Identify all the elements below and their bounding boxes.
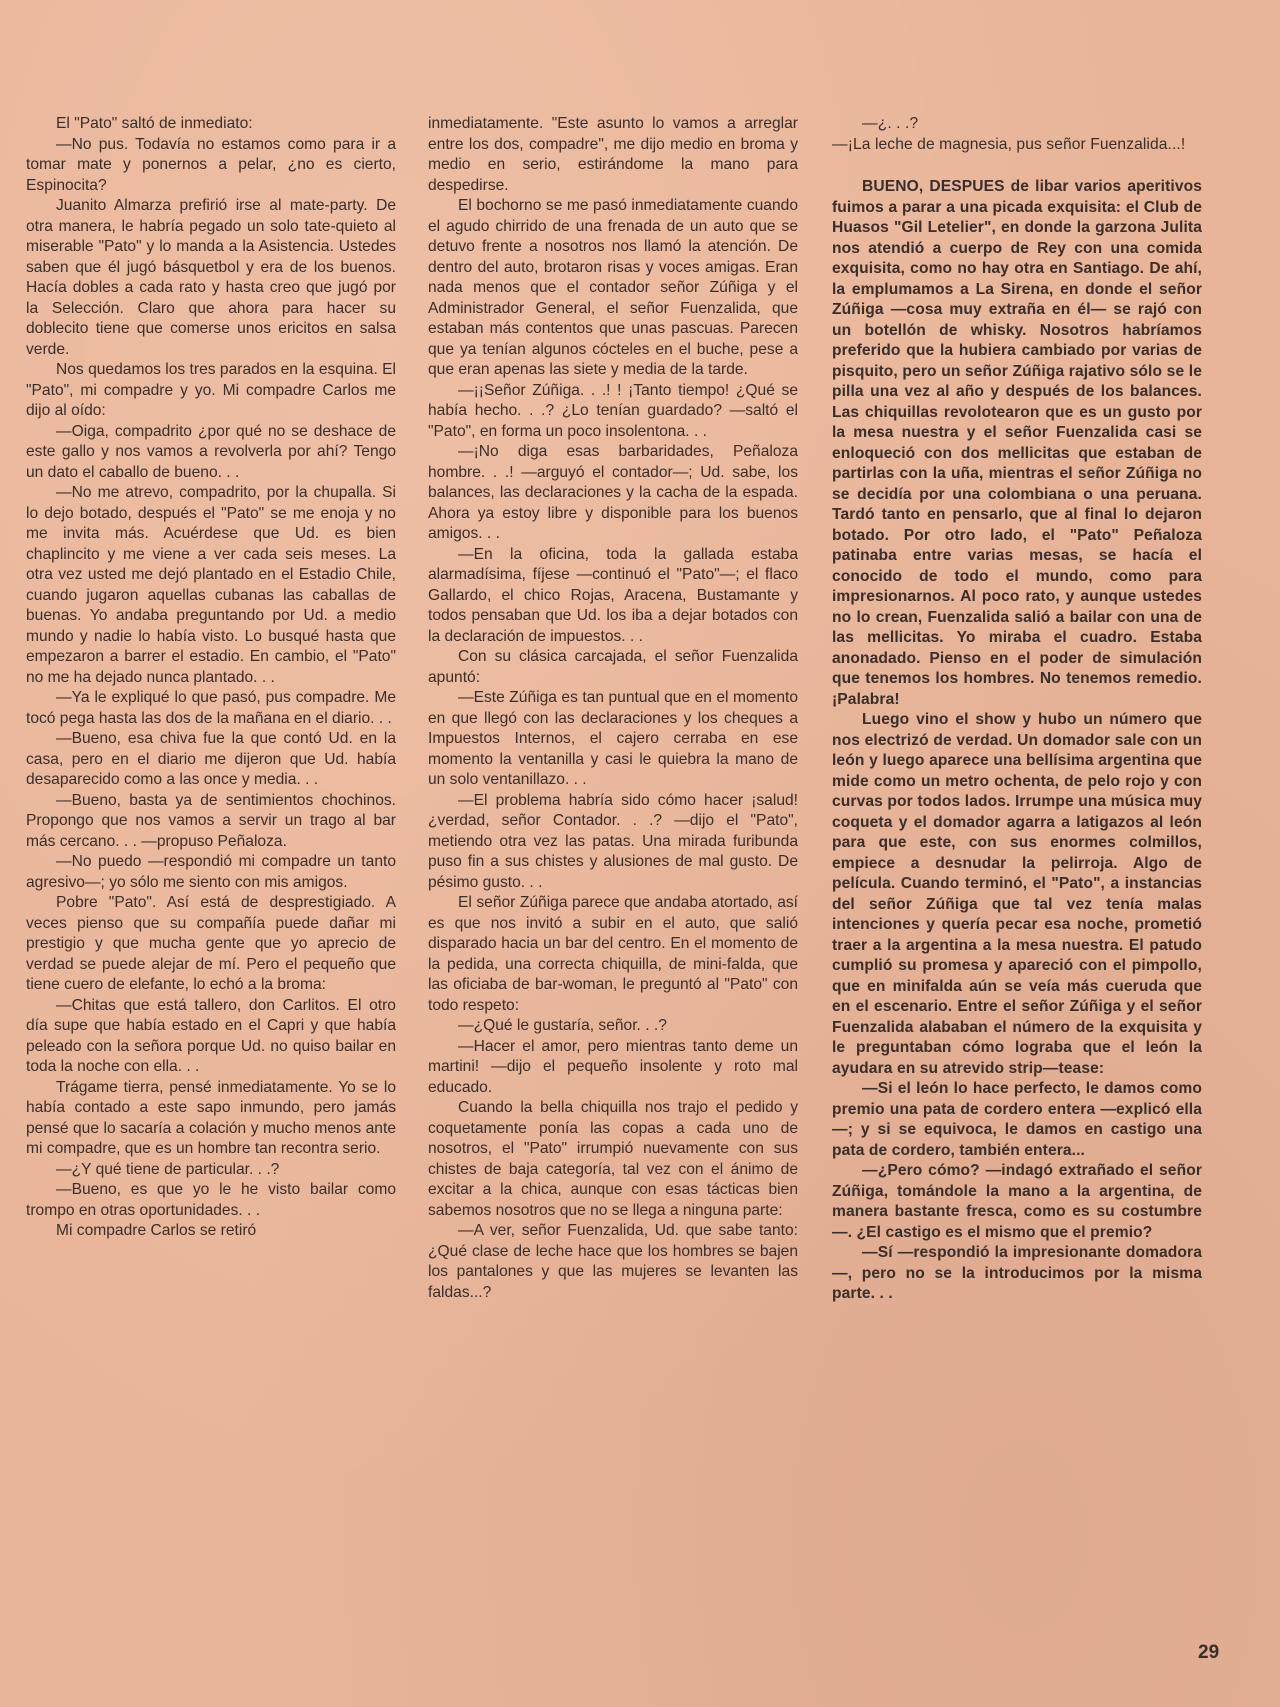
paragraph: —En la oficina, toda la gallada estaba alarmadísima, fíjese —continuó el "Pato"—; el flaco Gallardo, el chico Rojas, Aracena, Bustamante y todos pensaban que Ud. los iba a dejar botados con la declaración de impuestos. . . [428,545,798,645]
page-number: 29 [1198,1642,1220,1663]
paragraph: —Oiga, compadrito ¿por qué no se deshace de este gallo y nos vamos a revolverla por ahí? Tengo un dato el caballo de bueno. . . [26,422,396,481]
paragraph: —Ya le expliqué lo que pasó, pus compadre. Me tocó pega hasta las dos de la mañana en el diario. . . [26,689,396,727]
paragraph: Con su clásica carcajada, el señor Fuenzalida apuntó: [428,648,798,686]
paragraph: inmediatamente. "Este asunto lo vamos a arreglar entre los dos, compadre", me dijo medio en broma y medio en serio, estirándome la mano para despedirse. [428,115,798,194]
paragraph: —El problema habría sido cómo hacer ¡salud! ¿verdad, señor Contador. . .? —dijo el "Pato", metiendo otra vez las patas. Una mirada furibunda puso fin a sus chistes y alusiones de mal gusto. De pésimo gusto. . . [428,791,798,891]
paragraph: Cuando la bella chiquilla nos trajo el pedido y coquetamente ponía las copas a cada uno de nosotros, el "Pato" irrumpió nuevamente con sus chistes de baja categoría, tal vez con el ánimo de excitar a la chica, aunque con esas tácticas bien sabemos nosotros que no se llega a ninguna parte: [428,1099,798,1219]
paragraph: —Este Zúñiga es tan puntual que en el momento en que llegó con las declaraciones y los cheques a Impuestos Internos, el cajero cerraba en ese momento la ventanilla y casi le quiebra la mano de un solo ventanillazo. . . [428,689,798,788]
paragraph: Nos quedamos los tres parados en la esquina. El "Pato", mi compadre y yo. Mi compadre Carlos me dijo al oído: [26,361,396,419]
paragraph: Mi compadre Carlos se retiró [56,1222,257,1239]
text-column-1 [26,114,396,1242]
paragraph: El bochorno se me pasó inmediatamente cuando el agudo chirrido de una frenada de un auto que se detuvo frente a nosotros nos llamó la atención. De dentro del auto, brotaron risas y voces amigas. Eran nada menos que el contador señor Zúñiga y el Administrador General, el señor Fuenzalida, que estaban más contentos que unas pascuas. Parecen que ya tenían algunos cócteles en el buche, pese a que eran apenas las siete y media de la tarde. [428,197,798,378]
paragraph: —¿Y qué tiene de particular. . .? [56,1160,280,1178]
text-column-3 [832,114,1202,1305]
paragraph: —Bueno, esa chiva fue la que contó Ud. en la casa, pero en el diario me dijeron que Ud. había desaparecido como a las once y media. . . [26,730,396,788]
paragraph: —¿Qué le gustaría, señor. . .? [458,1017,667,1034]
paragraph: Trágame tierra, pensé inmediatamente. Yo se lo había contado a este sapo inmundo, pero jamás pensé que lo sacaría a colación y mucho menos ante mi compadre, que es un hombre tan recontra serio. [26,1078,396,1157]
paragraph: —¡¡Señor Zúñiga. . .! ! ¡Tanto tiempo! ¿Qué se había hecho. . .? ¿Lo tenían guardado? —saltó el "Pato", en forma un poco insolentona. . . [428,381,798,440]
paragraph: El señor Zúñiga parece que andaba atortado, así es que nos invitó a subir en el auto, que salió disparado hacia un bar del centro. En el momento de la pedida, una correcta chiquilla, de mini-falda, que las oficiaba de bar-woman, le preguntó al "Pato" con todo respeto: [428,894,798,1014]
paragraph: —A ver, señor Fuenzalida, Ud. que sabe tanto: ¿Qué clase de leche hace que los hombres se bajen los pantalones y que las mujeres se levanten las faldas...? [428,1222,798,1301]
paragraph: El "Pato" saltó de inmediato: [56,115,253,132]
paragraph: Juanito Almarza prefirió irse al mate-party. De otra manera, le habría pegado un solo tate-quieto al miserable "Pato" y lo manda a la Asistencia. Ustedes saben que él jugó básquetbol y era de los buenos. Hacía dobles a cada rato y hasta creo que jugó por la Selección. Claro que ahora para hacer su doblecito tiene que comerse unos ericitos en salsa verde. [26,197,396,358]
paragraph: —¡No diga esas barbaridades, Peñaloza hombre. . .! —arguyó el contador—; Ud. sabe, los balances, las declaraciones y la cacha de la espada. Ahora ya estoy libre y disponible para los buenos amigos. . . [428,443,798,542]
paragraph: —¿. . .? [862,115,919,132]
paragraph: —¡La leche de magnesia, pus señor Fuenzalida...! [832,135,1186,153]
text-column-2 [428,114,798,1303]
paragraph: —¿Pero cómo? —indagó extrañado el señor Zúñiga, tomándole la mano a la argentina, de manera bastante fresca, como es su costumbre—. ¿El castigo es el mismo que el premio? [832,1162,1202,1241]
paragraph: —No puedo —respondió mi compadre un tanto agresivo—; yo sólo me siento con mis amigos. [26,853,396,891]
paragraph: —Bueno, es que yo le he visto bailar como trompo en otras oportunidades. . . [26,1181,396,1219]
paragraph: —No pus. Todavía no estamos como para ir a tomar mate y ponernos a pelar, ¿no es cierto, Espinocita? [26,135,396,194]
paragraph: Pobre "Pato". Así está de desprestigiado. A veces pienso que su compañía puede dañar mi prestigio y que mucha gente que yo aprecio de verdad se puede alejar de mí. Pero el pequeño que tiene cuero de elefante, lo echó a la broma: [26,894,396,993]
section-paragraph: BUENO, DESPUES de libar varios aperitivos fuimos a parar a una picada exquisita: el Club de Huasos "Gil Letelier", en donde la garzona Julita nos atendió a cuerpo de Rey con una comida exquisita, como no hay otra en Santiago. De ahí, la emplumamos a La Sirena, en donde el señor Zúñiga —cosa muy extraña en él— se rajó con un botellón de whisky. Nosotros habríamos preferido que la hubiera cambiado por varias de pisquito, pero un señor Zúñiga rajativo sólo se le pilla una vez al año y después de los balances. Las chiquillas revolotearon que es un gusto por la mesa nuestra y el señor Fuenzalida casi se enloqueció con dos mellicitas que estaban de partirlas con la uña, mientras el señor Zúñiga no se decidía por una colombiana o una peruana. Tardó tanto en pensarlo, que al final lo dejaron botado. Por otro lado, el "Pato" Peñaloza patinaba entre varias mesas, se hacía el conocido de todo el mundo, como para impresionarnos. Al poco rato, y aunque ustedes no lo crean, Fuenzalida salió a bailar con una de las mellicitas. Yo miraba el cuadro. Estaba anonadado. Pienso en el poder de simulación que tenemos los hombres. No tenemos remedio. ¡Palabra! [832,178,1202,708]
paragraph: —Bueno, basta ya de sentimientos chochinos. Propongo que nos vamos a servir un trago al bar más cercano. . . —propuso Peñaloza. [26,791,396,850]
paragraph: Luego vino el show y hubo un número que nos electrizó de verdad. Un domador sale con un león y luego aparece una bellísima argentina que mide como un metro ochenta, de pelo rojo y con curvas por todos lados. Irrumpe una música muy coqueta y el domador agarra a latigazos al león para que este, con sus enormes colmillos, empiece a desnudar la pelirroja. Algo de película. Cuando terminó, el "Pato", a instancias del señor Zúñiga que tal vez tenía malas intenciones y quería pecar esa noche, prometió traer a la argentina a la mesa nuestra. El patudo cumplió su promesa y apareció con el pimpollo, que en minifalda aún se veía más cueruda que en el escenario. Entre el señor Zúñiga y el señor Fuenzalida alababan el número de la exquisita y le preguntaban cómo lograba que el león la ayudara en su atrevido strip—tease: [832,711,1202,1077]
paragraph: —Hacer el amor, pero mientras tanto deme un martini! —dijo el pequeño insolente y roto mal educado. [428,1037,798,1096]
paragraph: —Chitas que está tallero, don Carlitos. El otro día supe que había estado en el Capri y que había peleado con la señora porque Ud. no quiso bailar en toda la noche con ella. . . [26,996,396,1075]
paragraph: —Si el león lo hace perfecto, le damos como premio una pata de cordero entera —explicó ella—; y si se equivoca, le damos en castigo una pata de cordero, también entera... [832,1080,1202,1159]
paragraph: —Sí —respondió la impresionante domadora—, pero no se la introducimos por la misma parte. . . [832,1244,1202,1302]
paragraph: —No me atrevo, compadrito, por la chupalla. Si lo dejo botado, después el "Pato" se me enoja y no me invita más. Acuérdese que Ud. es bien chaplincito y me viene a ver cada seis meses. La otra vez usted me dejó plantado en el Estadio Chile, cuando jugaron aquellas cubanas las caballas de buenas. Yo andaba preguntando por Ud. a medio mundo y nadie lo había visto. Lo busqué hasta que empezaron a barrer el estadio. En cambio, el "Pato" no me ha dejado nunca plantado. . . [26,484,396,686]
